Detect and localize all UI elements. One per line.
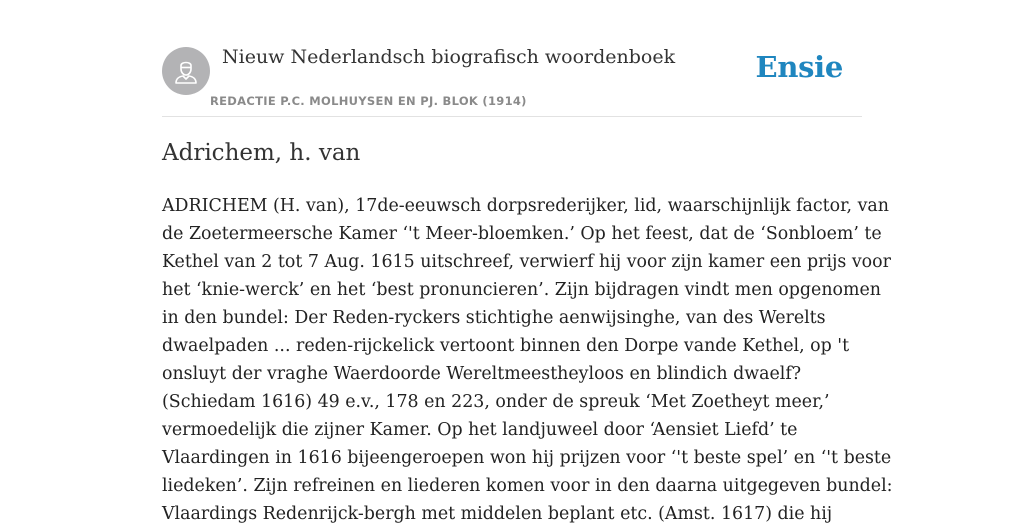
entry-title: Adrichem, h. van [162,140,361,166]
text-line: onsluyt der vraghe Waerdoorde Wereltmeestheyloos en blindich dwaelf? [162,364,802,384]
text-line: Vlaardingen in 1616 bijeengeroepen won hij prijzen voor ‘'t beste spel’ en ‘'t beste [162,448,892,468]
entry-text [162,192,893,528]
text-line: de Zoetermeersche Kamer ‘'t Meer-bloemken.’ Op het feest, dat de ‘Sonbloem’ te [162,224,882,244]
text-line: ADRICHEM (H. van), 17de-eeuwsch dorpsrederijker, lid, waarschijnlijk factor, van [162,196,889,216]
brand-logo[interactable]: Ensie [755,50,843,84]
text-line: liedeken’. Zijn refreinen en liederen komen voor in den daarna uitgegeven bundel: [162,476,893,496]
header [162,0,862,117]
text-line: in den bundel: Der Reden-ryckers stichtighe aenwijsinghe, van des Werelts [162,308,826,328]
text-line: Kethel van 2 tot 7 Aug. 1615 uitschreef, verwierf hij voor zijn kamer een prijs voor [162,252,891,272]
text-line: vermoedelijk die zijner Kamer. Op het landjuweel door ‘Aensiet Liefd’ te [162,420,798,440]
person-icon [172,57,200,85]
avatar[interactable] [162,47,210,95]
book-title[interactable]: Nieuw Nederlandsch biografisch woordenboek [222,46,676,68]
text-line: (Schiedam 1616) 49 e.v., 178 en 223, onder de spreuk ‘Met Zoetheyt meer,’ [162,392,830,412]
text-line: dwaelpaden ... reden-rijckelick vertoont binnen den Dorpe vande Kethel, op 't [162,336,850,356]
editors-subtitle: REDACTIE P.C. MOLHUYSEN EN PJ. BLOK (1914) [210,94,527,108]
text-line: Vlaardings Redenrijck-bergh met middelen beplant etc. (Amst. 1617) die hij [162,504,833,524]
text-line: het ‘knie-werck’ en het ‘best pronuncieren’. Zijn bijdragen vindt men opgenomen [162,280,881,300]
